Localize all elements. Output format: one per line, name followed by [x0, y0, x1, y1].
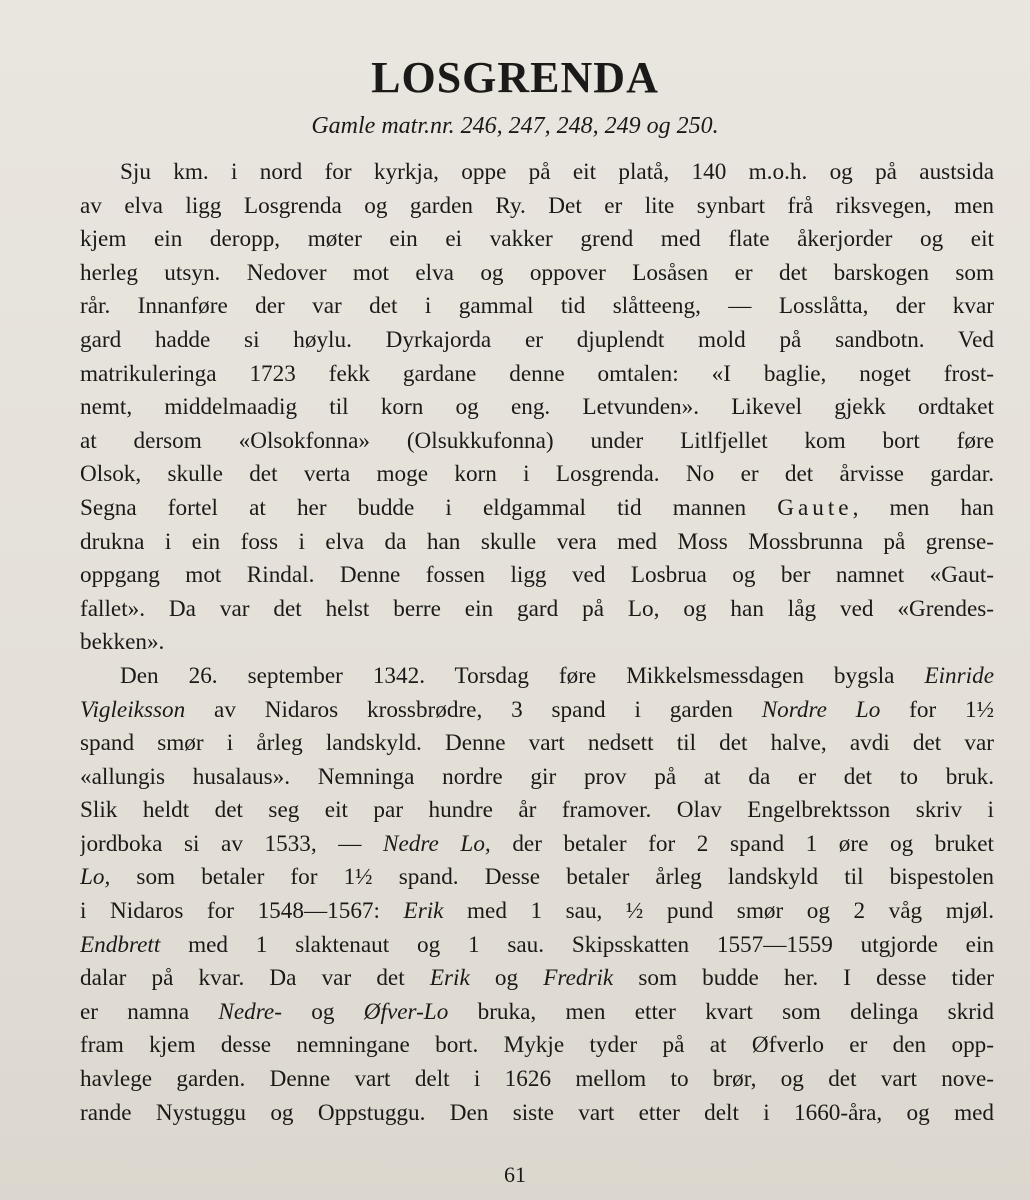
italic-name: Einride	[924, 662, 994, 689]
text-line: matrikuleringa 1723 fekk gardane denne omtalen: «I baglie, noget frost-	[80, 360, 994, 387]
text-line	[80, 694, 994, 728]
text-line: spand smør i årleg landskyld. Denne vart nedsett til det halve, avdi det var	[80, 730, 994, 757]
spaced-name: Gaute	[777, 494, 853, 521]
italic-name: Øfver-Lo	[363, 998, 449, 1025]
paragraph-1	[80, 156, 994, 660]
text-line: rår. Innanføre der var det i gammal tid slåtteeng, — Losslåtta, der kvar	[80, 293, 994, 320]
page-title: LOSGRENDA	[371, 53, 659, 102]
text-line: rande Nystuggu og Oppstuggu. Den siste vart etter delt i 1660-åra, og med	[80, 1099, 994, 1126]
text-run: og	[281, 998, 364, 1025]
text-line: Sju km. i nord for kyrkja, oppe på eit platå, 140 m.o.h. og på austsida	[120, 159, 994, 185]
text-run: som betaler for 1½ spand. Desse betaler årleg landskyld til bispestolen	[110, 864, 994, 891]
text-run: dalar på kvar. Da var det	[80, 965, 430, 992]
text-run: med 1 sau, ½ pund smør og 2 våg mjøl.	[443, 898, 994, 925]
text-run: bruka, men etter kvart som delinga skrid	[448, 998, 994, 1025]
page-subtitle: Gamle matr.nr. 246, 247, 248, 249 og 250.	[311, 113, 719, 139]
text-line: fallet». Da var det helst berre ein gard på Lo, og han låg ved «Grendes-	[80, 595, 994, 622]
italic-name: Nedre-	[218, 998, 282, 1025]
text-run: jordboka si av 1533, —	[80, 830, 384, 857]
text-run: i Nidaros for 1548—1567:	[80, 898, 404, 925]
text-line	[80, 828, 994, 862]
text-line: nemt, middelmaadig til korn og eng. Letvunden». Likevel gjekk ordtaket	[80, 394, 994, 421]
text-run: og	[469, 965, 544, 992]
text-line: herleg utsyn. Nedover mot elva og oppover Losåsen er det barskogen som	[80, 259, 994, 286]
text-line: «allungis husalaus». Nemninga nordre gir prov på at da er det to bruk.	[80, 763, 994, 790]
text-line: av elva ligg Losgrenda og garden Ry. Det er lite synbart frå riksvegen, men	[80, 192, 994, 219]
italic-name: Endbrett	[80, 931, 161, 958]
text-line: gard hadde si høylu. Dyrkajorda er djuplendt mold på sandbotn. Ved	[80, 326, 994, 353]
text-run: med 1 slaktenaut og 1 sau. Skipsskatten 1557—1559 utgjorde ein	[160, 931, 994, 958]
italic-name: Nordre Lo	[761, 696, 881, 723]
text-line: fram kjem desse nemningane bort. Mykje tyder på at Øfverlo er den opp-	[80, 1032, 994, 1059]
italic-name: Nedre Lo,	[383, 830, 491, 857]
text-run: for 1½	[880, 696, 994, 723]
text-line: oppgang mot Rindal. Denne fossen ligg ved Losbrua og ber namnet «Gaut-	[80, 562, 994, 589]
text-line	[80, 895, 994, 929]
italic-name: Erik	[403, 898, 444, 925]
text-run: der betaler for 2 spand 1 øre og bruket	[490, 830, 994, 857]
text-run: , men han	[852, 494, 994, 521]
text-run: Segna fortel at her budde i eldgammal tid mannen	[80, 494, 778, 521]
text-line: Slik heldt det seg eit par hundre år framover. Olav Engelbrektsson skriv i	[80, 797, 994, 824]
italic-name: Erik	[429, 965, 470, 992]
text-line	[80, 492, 994, 526]
text-line: kjem ein deropp, møter ein ei vakker grend med flate åkerjorder og eit	[80, 226, 994, 253]
text-line: at dersom «Olsokfonna» (Olsukkufonna) under Litlfjellet kom bort føre	[80, 427, 994, 454]
text-run: som budde her. I desse tider	[613, 965, 994, 992]
body-text	[80, 156, 994, 1130]
italic-name: Vigleiksson	[80, 696, 186, 723]
text-line	[80, 929, 994, 963]
text-line	[80, 861, 994, 895]
text-run: Den 26. september 1342. Torsdag føre Mikkelsmessdagen bygsla	[120, 662, 925, 689]
text-line: Olsok, skulle det verta moge korn i Losgrenda. No er det årvisse gardar.	[80, 461, 994, 488]
italic-name: Lo,	[80, 864, 111, 891]
italic-name: Fredrik	[543, 965, 614, 992]
text-line	[80, 660, 994, 694]
text-line: havlege garden. Denne vart delt i 1626 mellom to brør, og det vart nove-	[80, 1066, 994, 1093]
text-line: drukna i ein foss i elva da han skulle vera med Moss Mossbrunna på grense-	[80, 528, 994, 555]
text-line: bekken».	[80, 629, 165, 656]
text-line	[80, 962, 994, 996]
paragraph-2	[80, 660, 994, 1130]
text-line	[80, 996, 994, 1030]
page-number: 61	[504, 1162, 526, 1187]
text-run: av Nidaros krossbrødre, 3 spand i garden	[185, 696, 762, 723]
text-run: er namna	[80, 998, 219, 1025]
